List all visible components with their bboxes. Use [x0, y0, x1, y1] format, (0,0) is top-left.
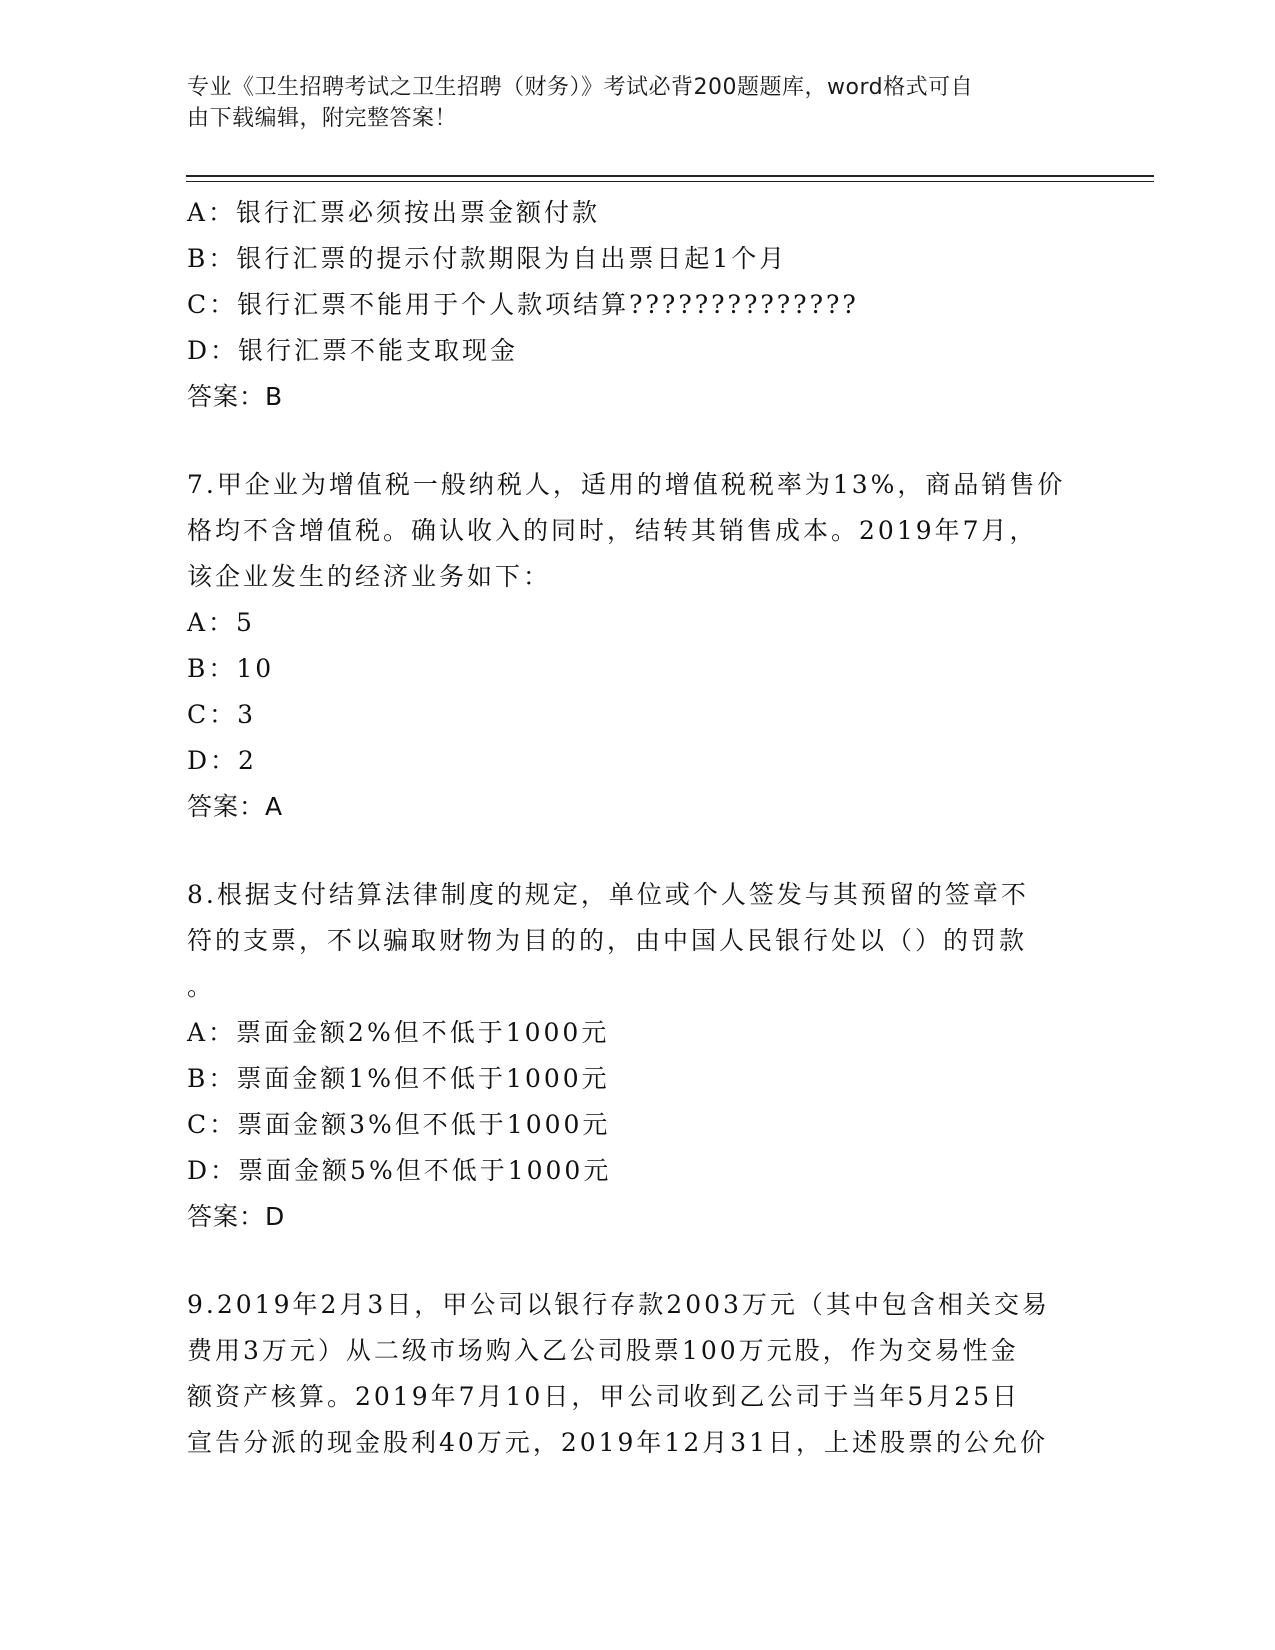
- question-stem-line: 格均不含增值税。确认收入的同时，结转其销售成本。2019年7月，: [187, 516, 1038, 545]
- option-a: A：5: [187, 608, 255, 637]
- question-6: [187, 190, 1087, 420]
- question-9: [187, 1282, 1087, 1466]
- option-c: C：票面金额3%但不低于1000元: [187, 1110, 611, 1139]
- question-stem-line: 符的支票，不以骗取财物为目的的，由中国人民银行处以（）的罚款: [187, 926, 1028, 955]
- option-a: A：银行汇票必须按出票金额付款: [187, 198, 601, 227]
- question-stem-line: 9.2019年2月3日，甲公司以银行存款2003万元（其中包含相关交易: [187, 1290, 1050, 1319]
- answer-line: 答案：A: [187, 792, 284, 821]
- answer-line: 答案：D: [187, 1202, 286, 1231]
- option-d: D：票面金额5%但不低于1000元: [187, 1156, 612, 1185]
- question-stem-line: 。: [187, 972, 216, 1001]
- header-line-1: 专业《卫生招聘考试之卫生招聘（财务）》考试必背200题题库，word格式可自: [187, 75, 974, 100]
- option-d: D：2: [187, 746, 257, 775]
- option-b: B：10: [187, 654, 275, 683]
- option-b: B：银行汇票的提示付款期限为自出票日起1个月: [187, 244, 788, 273]
- option-c: C：银行汇票不能用于个人款项结算??????????????: [187, 290, 859, 319]
- option-b: B：票面金额1%但不低于1000元: [187, 1064, 610, 1093]
- answer-line: 答案：B: [187, 382, 284, 411]
- header-divider-thick: [186, 175, 1154, 177]
- option-c: C：3: [187, 700, 257, 729]
- header-divider-thin: [186, 181, 1154, 182]
- option-a: A：票面金额2%但不低于1000元: [187, 1018, 610, 1047]
- question-stem-line: 8.根据支付结算法律制度的规定，单位或个人签发与其预留的签章不: [187, 880, 1029, 909]
- question-7: [187, 462, 1087, 830]
- question-8: [187, 872, 1087, 1240]
- document-header: [187, 72, 1077, 134]
- question-stem-line: 7.甲企业为增值税一般纳税人，适用的增值税税率为13%，商品销售价: [187, 470, 1066, 499]
- option-d: D：银行汇票不能支取现金: [187, 336, 519, 365]
- question-stem-line: 该企业发生的经济业务如下：: [187, 562, 552, 591]
- question-stem-line: 宣告分派的现金股利40万元，2019年12月31日，上述股票的公允价: [187, 1428, 1049, 1457]
- header-line-2: 由下载编辑，附完整答案！: [187, 106, 458, 131]
- question-list: [187, 190, 1087, 1466]
- question-stem-line: 费用3万元）从二级市场购入乙公司股票100万元股，作为交易性金: [187, 1336, 1019, 1365]
- question-stem-line: 额资产核算。2019年7月10日，甲公司收到乙公司于当年5月25日: [187, 1382, 1021, 1411]
